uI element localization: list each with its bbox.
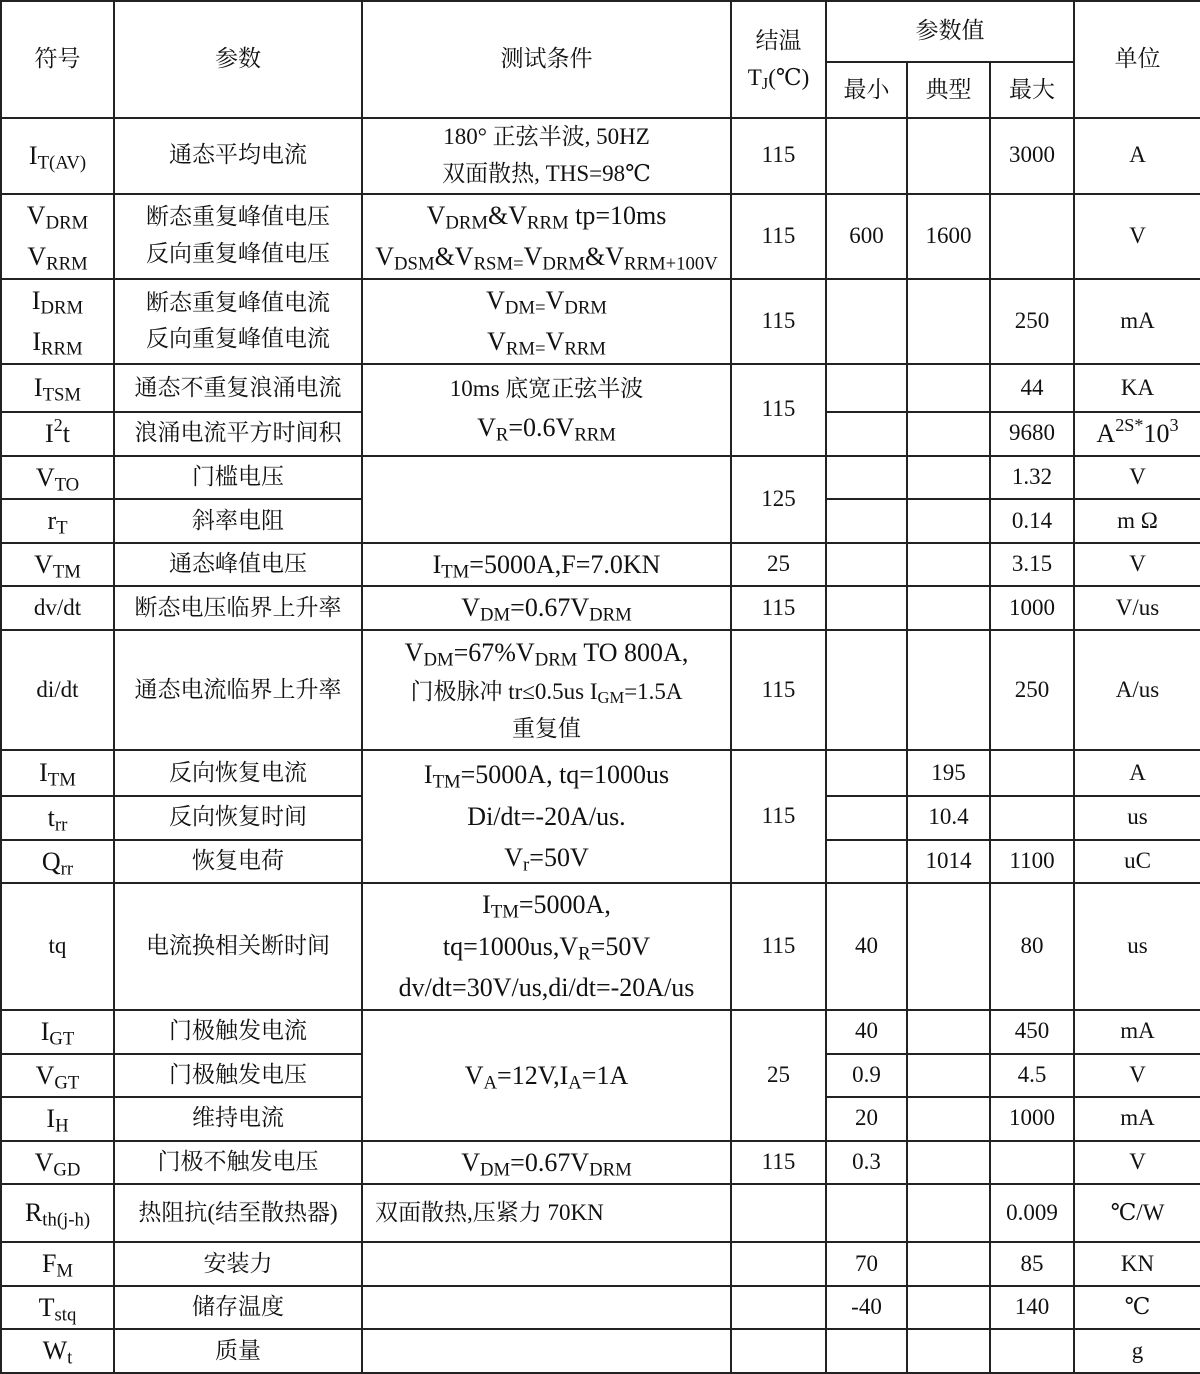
condition-cell-empty	[362, 456, 731, 543]
unit-cell: A	[1074, 750, 1200, 796]
typ-cell	[907, 1184, 990, 1242]
symbol-cell: $V_{DRM}$ $V_{RRM}$	[1, 194, 114, 279]
typ-cell	[907, 456, 990, 500]
condition-cell: $V_{DM}=0.67V_{DRM}$	[362, 586, 731, 630]
parameter-cell: 质量	[114, 1329, 362, 1373]
max-cell: 4.5	[990, 1054, 1074, 1098]
condition-cell: $V_{DRM}\&V_{RRM}$ tp=10ms $V_{DSM}\&V_{RSM=}V_{DRM}\&V_{RRM+100V}$	[362, 194, 731, 279]
tj-cell: 25	[731, 543, 826, 587]
parameter-cell: 热阻抗(结至散热器)	[114, 1184, 362, 1242]
symbol-cell: $V_{TO}$	[1, 456, 114, 500]
unit-cell: us	[1074, 883, 1200, 1010]
tj-cell: 115	[731, 630, 826, 750]
min-cell: 0.3	[826, 1141, 907, 1185]
unit-cell: V	[1074, 456, 1200, 500]
tj-cell: 115	[731, 279, 826, 364]
typ-cell: 10.4	[907, 796, 990, 840]
typ-cell	[907, 1141, 990, 1185]
typ-cell	[907, 1286, 990, 1330]
unit-cell: V	[1074, 1054, 1200, 1098]
condition-cell-empty	[362, 1329, 731, 1373]
max-cell: 9680	[990, 412, 1074, 456]
typ-cell	[907, 499, 990, 543]
typ-cell	[907, 118, 990, 194]
header-parameter: 参数	[114, 1, 362, 118]
unit-cell: ℃	[1074, 1286, 1200, 1330]
unit-cell: KN	[1074, 1242, 1200, 1286]
parameter-cell: 储存温度	[114, 1286, 362, 1330]
parameter-cell: 反向恢复时间	[114, 796, 362, 840]
tj-cell: 115	[731, 364, 826, 456]
symbol-cell: $I_H$	[1, 1097, 114, 1141]
max-cell: 450	[990, 1010, 1074, 1054]
header-max: 最大	[990, 62, 1074, 118]
max-cell: 3.15	[990, 543, 1074, 587]
max-cell: 85	[990, 1242, 1074, 1286]
typ-cell: 1600	[907, 194, 990, 279]
parameter-cell: 通态峰值电压	[114, 543, 362, 587]
symbol-cell: $Q_{rr}$	[1, 840, 114, 884]
min-cell	[826, 456, 907, 500]
min-cell	[826, 1184, 907, 1242]
typ-cell	[907, 630, 990, 750]
unit-cell: KA	[1074, 364, 1200, 412]
max-cell: 0.14	[990, 499, 1074, 543]
symbol-cell: $t_{rr}$	[1, 796, 114, 840]
unit-cell: V/us	[1074, 586, 1200, 630]
min-cell	[826, 796, 907, 840]
parameter-cell: 门极触发电流	[114, 1010, 362, 1054]
min-cell	[826, 586, 907, 630]
max-cell	[990, 1329, 1074, 1373]
unit-cell: mA	[1074, 1097, 1200, 1141]
unit-cell: m Ω	[1074, 499, 1200, 543]
condition-cell-empty	[362, 1242, 731, 1286]
max-cell: 1000	[990, 586, 1074, 630]
unit-cell: ℃/W	[1074, 1184, 1200, 1242]
min-cell	[826, 412, 907, 456]
max-cell	[990, 796, 1074, 840]
symbol-cell: $I^2t$	[1, 412, 114, 456]
max-cell: 0.009	[990, 1184, 1074, 1242]
min-cell: 0.9	[826, 1054, 907, 1098]
min-cell	[826, 630, 907, 750]
condition-cell: 10ms 底宽正弦半波 $V_R=0.6V_{RRM}$	[362, 364, 731, 456]
min-cell: 600	[826, 194, 907, 279]
typ-cell: 1014	[907, 840, 990, 884]
parameter-cell: 恢复电荷	[114, 840, 362, 884]
parameter-cell: 门极不触发电压	[114, 1141, 362, 1185]
header-tj-unit: (℃)	[768, 64, 810, 90]
condition-cell: $V_{DM=}V_{DRM}$ $V_{RM=}V_{RRM}$	[362, 279, 731, 364]
symbol-cell: $I_{DRM}$ $I_{RRM}$	[1, 279, 114, 364]
min-cell	[826, 499, 907, 543]
header-tj-label: 结温	[755, 27, 802, 53]
symbol-cell: $I_{TSM}$	[1, 364, 114, 412]
tj-cell: 115	[731, 118, 826, 194]
unit-cell: V	[1074, 194, 1200, 279]
condition-cell: $V_A=12V,I_A=1A$	[362, 1010, 731, 1141]
min-cell	[826, 279, 907, 364]
min-cell	[826, 750, 907, 796]
unit-cell: A	[1074, 118, 1200, 194]
header-tj-symbol: T	[747, 64, 762, 90]
parameter-cell: 断态重复峰值电压 反向重复峰值电压	[114, 194, 362, 279]
min-cell: 20	[826, 1097, 907, 1141]
tj-cell: 115	[731, 586, 826, 630]
min-cell	[826, 840, 907, 884]
header-values: 参数值	[826, 1, 1074, 62]
tj-cell: 115	[731, 1141, 826, 1185]
typ-cell	[907, 543, 990, 587]
symbol-cell: $I_{T(AV)}$	[1, 118, 114, 194]
parameter-cell: 门极触发电压	[114, 1054, 362, 1098]
parameter-cell: 通态不重复浪涌电流	[114, 364, 362, 412]
unit-cell: uC	[1074, 840, 1200, 884]
typ-cell	[907, 1242, 990, 1286]
max-cell: 140	[990, 1286, 1074, 1330]
header-symbol: 符号	[1, 1, 114, 118]
tj-cell-empty	[731, 1286, 826, 1330]
parameter-cell: 断态重复峰值电流 反向重复峰值电流	[114, 279, 362, 364]
typ-cell	[907, 586, 990, 630]
symbol-cell: $T_{stq}$	[1, 1286, 114, 1330]
tj-cell-empty	[731, 1184, 826, 1242]
typ-cell	[907, 412, 990, 456]
min-cell: 40	[826, 883, 907, 1010]
typ-cell	[907, 1010, 990, 1054]
symbol-cell: tq	[1, 883, 114, 1010]
parameter-cell: 安装力	[114, 1242, 362, 1286]
tj-cell: 25	[731, 1010, 826, 1141]
condition-cell-empty	[362, 1286, 731, 1330]
unit-cell: $A^{2S*}10^3$	[1074, 412, 1200, 456]
header-conditions: 测试条件	[362, 1, 731, 118]
parameter-cell: 电流换相关断时间	[114, 883, 362, 1010]
unit-cell: V	[1074, 1141, 1200, 1185]
symbol-cell: di/dt	[1, 630, 114, 750]
typ-cell	[907, 1097, 990, 1141]
min-cell: 70	[826, 1242, 907, 1286]
parameter-cell: 通态电流临界上升率	[114, 630, 362, 750]
min-cell	[826, 543, 907, 587]
parameter-cell: 斜率电阻	[114, 499, 362, 543]
parameter-cell: 门槛电压	[114, 456, 362, 500]
header-tj-sub: J	[761, 73, 769, 93]
header-unit: 单位	[1074, 1, 1200, 118]
min-cell	[826, 118, 907, 194]
condition-cell: 180° 正弦半波, 50HZ 双面散热, THS=98℃	[362, 118, 731, 194]
typ-cell	[907, 883, 990, 1010]
max-cell: 3000	[990, 118, 1074, 194]
tj-cell: 115	[731, 750, 826, 883]
min-cell	[826, 1329, 907, 1373]
unit-cell: us	[1074, 796, 1200, 840]
max-cell: 1000	[990, 1097, 1074, 1141]
symbol-cell: $W_t$	[1, 1329, 114, 1373]
symbol-cell: $I_{GT}$	[1, 1010, 114, 1054]
max-cell: 250	[990, 279, 1074, 364]
header-typ: 典型	[907, 62, 990, 118]
symbol-cell: $V_{GD}$	[1, 1141, 114, 1185]
parameter-cell: 反向恢复电流	[114, 750, 362, 796]
header-junction-temp	[731, 1, 826, 118]
tj-cell: 115	[731, 194, 826, 279]
max-cell	[990, 1141, 1074, 1185]
symbol-cell: $V_{GT}$	[1, 1054, 114, 1098]
min-cell	[826, 364, 907, 412]
condition-cell: $I_{TM}=5000A,F=7.0KN$	[362, 543, 731, 587]
min-cell: 40	[826, 1010, 907, 1054]
tj-cell: 115	[731, 883, 826, 1010]
min-cell: -40	[826, 1286, 907, 1330]
typ-cell: 195	[907, 750, 990, 796]
symbol-cell: $R_{th(j-h)}$	[1, 1184, 114, 1242]
unit-cell: mA	[1074, 1010, 1200, 1054]
unit-cell: A/us	[1074, 630, 1200, 750]
condition-cell: $I_{TM}=5000A$, $tq=1000us,V_R=50V$ dv/dt=30V/us,di/dt=-20A/us	[362, 883, 731, 1010]
symbol-cell: $r_T$	[1, 499, 114, 543]
max-cell: 44	[990, 364, 1074, 412]
parameter-cell: 断态电压临界上升率	[114, 586, 362, 630]
tj-cell-empty	[731, 1242, 826, 1286]
symbol-cell: $V_{TM}$	[1, 543, 114, 587]
parameter-cell: 维持电流	[114, 1097, 362, 1141]
typ-cell	[907, 364, 990, 412]
max-cell	[990, 194, 1074, 279]
parameter-cell: 浪涌电流平方时间积	[114, 412, 362, 456]
condition-cell: $V_{DM}=0.67V_{DRM}$	[362, 1141, 731, 1185]
symbol-cell: $I_{TM}$	[1, 750, 114, 796]
condition-cell: $V_{DM}=67\%V_{DRM}$ TO 800A, 门极脉冲 tr≤0.5us $I_{GM}=1.5A$ 重复值	[362, 630, 731, 750]
tj-cell-empty	[731, 1329, 826, 1373]
symbol-cell: $F_M$	[1, 1242, 114, 1286]
unit-cell: V	[1074, 543, 1200, 587]
max-cell	[990, 750, 1074, 796]
max-cell: 1.32	[990, 456, 1074, 500]
typ-cell	[907, 1329, 990, 1373]
unit-cell: g	[1074, 1329, 1200, 1373]
max-cell: 1100	[990, 840, 1074, 884]
max-cell: 80	[990, 883, 1074, 1010]
symbol-cell: dv/dt	[1, 586, 114, 630]
typ-cell	[907, 279, 990, 364]
condition-cell: 双面散热,压紧力 70KN	[362, 1184, 731, 1242]
header-min: 最小	[826, 62, 907, 118]
tj-cell: 125	[731, 456, 826, 543]
typ-cell	[907, 1054, 990, 1098]
unit-cell: mA	[1074, 279, 1200, 364]
parameter-cell: 通态平均电流	[114, 118, 362, 194]
condition-cell: $I_{TM}=5000A$, tq=1000us Di/dt=-20A/us. $V_r=50V$	[362, 750, 731, 883]
max-cell: 250	[990, 630, 1074, 750]
